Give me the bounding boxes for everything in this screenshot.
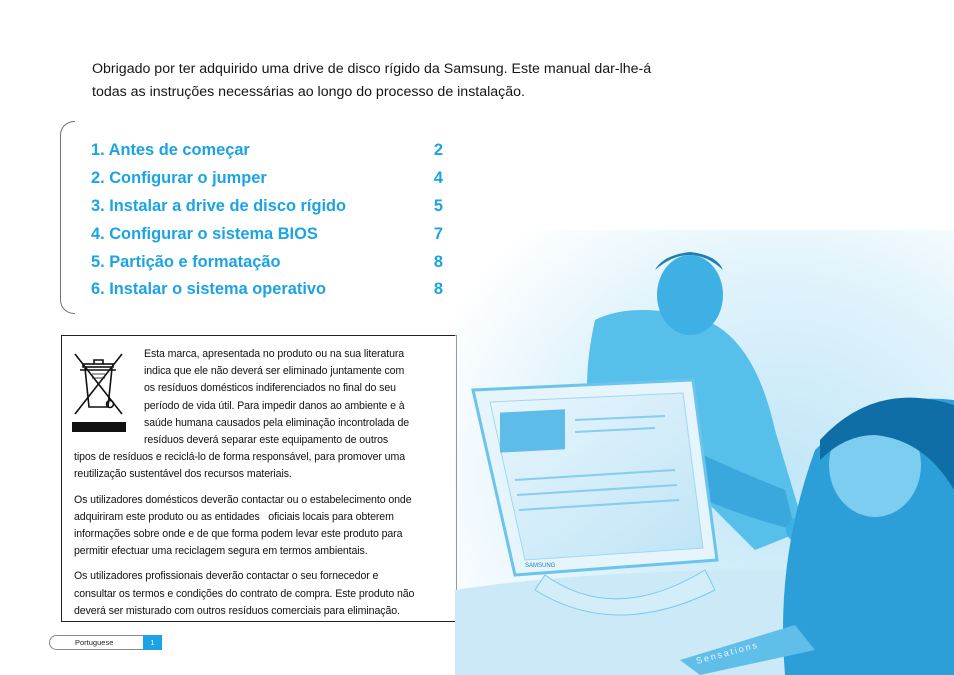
intro-paragraph — [92, 58, 752, 104]
footer-page-number: 1 — [143, 635, 162, 650]
toc-item-page: 7 — [433, 224, 443, 243]
toc-item-title: 1. Antes de começar — [91, 141, 250, 160]
weee-p2-line: Os utilizadores domésticos deverão contactar ou o estabelecimento onde — [74, 493, 412, 506]
toc-item-page: 4 — [433, 169, 443, 188]
toc-item-title: 2. Configurar o jumper — [91, 169, 267, 188]
weee-p1-line: tipos de resíduos e reciclá-lo de forma responsável, para promover uma — [74, 451, 405, 464]
toc-bracket — [60, 121, 75, 314]
weee-notice-box — [61, 335, 457, 622]
weee-p1-line: resíduos deverá separar este equipamento de outros — [144, 434, 389, 447]
toc-item-instalar-so[interactable] — [91, 276, 443, 304]
toc-item-page: 2 — [433, 141, 443, 160]
toc-item-title: 3. Instalar a drive de disco rígido — [91, 196, 347, 215]
toc-item-page: 8 — [433, 280, 443, 299]
magazine-title: Sensations — [694, 639, 760, 666]
footer-language: Portuguese — [75, 638, 114, 647]
toc-item-title: 5. Partição e formatação — [91, 252, 281, 271]
weee-p2-line: permitir efectuar uma reciclagem segura em termos ambientais. — [74, 545, 368, 558]
people-with-computer-photo — [455, 230, 954, 675]
weee-paragraph-3 — [74, 568, 448, 620]
toc-item-particao-formatacao[interactable] — [91, 248, 443, 276]
weee-p3-line: deverá ser misturado com outros resíduos comerciais para eliminação. — [74, 604, 400, 617]
weee-text — [74, 346, 448, 628]
toc-item-instalar-drive[interactable] — [91, 193, 443, 221]
toc-item-title: 6. Instalar o sistema operativo — [91, 280, 327, 299]
table-of-contents — [91, 137, 443, 304]
weee-p3-line: consultar os termos e condições do contrato de compra. Este produto não — [74, 587, 415, 600]
weee-p2-line: adquiriram este produto ou as entidades oficiais locais para obterem — [74, 510, 394, 523]
toc-item-configurar-bios[interactable] — [91, 220, 443, 248]
weee-p1-line: os resíduos domésticos indiferenciados no final do seu — [144, 382, 396, 395]
weee-p2-line: informações sobre onde e de que forma podem levar este produto para — [74, 528, 403, 541]
weee-p1-line: Esta marca, apresentada no produto ou na sua literatura — [144, 348, 405, 360]
weee-p1-line: período de vida útil. Para impedir danos ao ambiente e à — [144, 399, 405, 412]
intro-line-2: todas as instruções necessárias ao longo do processo de instalação. — [92, 84, 525, 100]
toc-item-configurar-jumper[interactable] — [91, 165, 443, 193]
toc-item-page: 5 — [433, 196, 443, 215]
monitor-brand-label: SAMSUNG — [525, 563, 556, 569]
weee-p3-line: Os utilizadores profissionais deverão contactar o seu fornecedor e — [74, 570, 379, 583]
toc-item-title: 4. Configurar o sistema BIOS — [91, 224, 318, 243]
intro-line-1: Obrigado por ter adquirido uma drive de disco rígido da Samsung. Este manual dar-lhe-á — [92, 61, 652, 77]
weee-p1-line: saúde humana causados pela eliminação incontrolada de — [144, 416, 410, 429]
toc-item-page: 8 — [433, 252, 443, 271]
weee-paragraph-1 — [74, 346, 448, 484]
weee-p1-line: indica que ele não deverá ser eliminado juntamente com — [144, 365, 405, 378]
weee-p1-line: reutilização sustentável dos recursos materiais. — [74, 468, 292, 481]
toc-item-antes-de-comecar[interactable] — [91, 137, 443, 165]
weee-paragraph-2 — [74, 492, 448, 561]
